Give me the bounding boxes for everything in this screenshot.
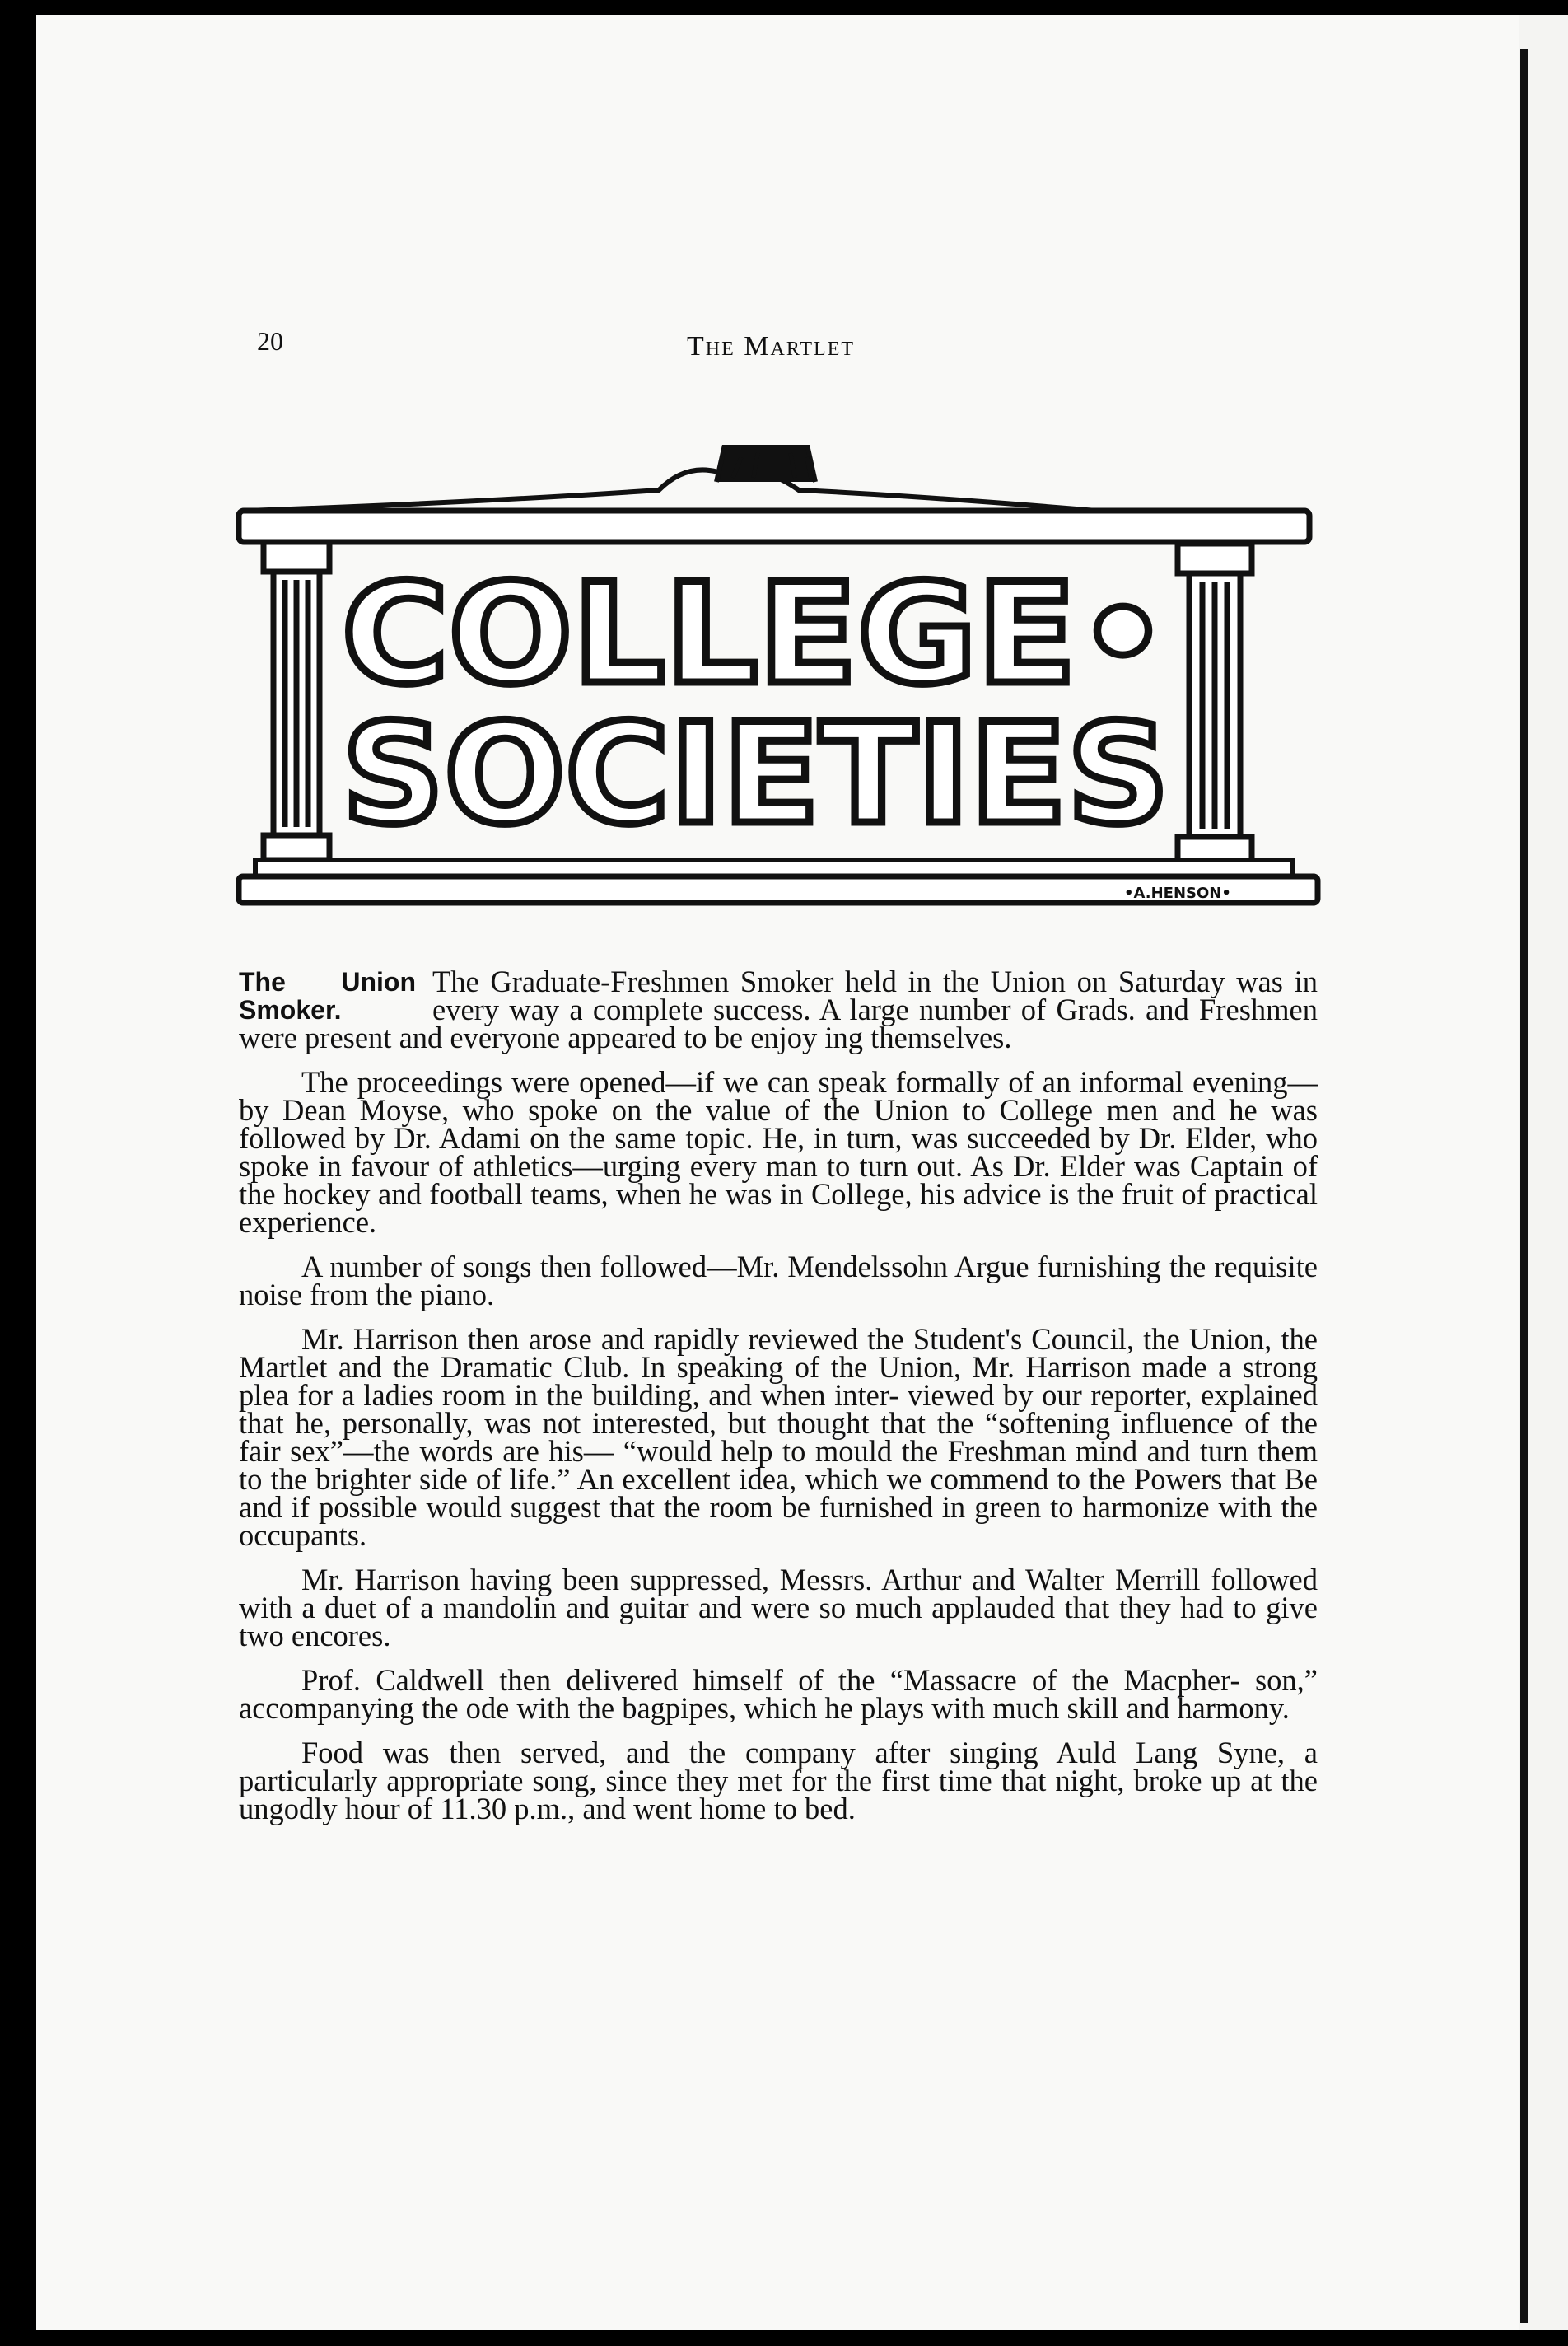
header-line-1: COLLEGE• bbox=[342, 554, 1169, 715]
right-column bbox=[1178, 544, 1252, 862]
side-heading: The Union Smoker. bbox=[239, 967, 416, 1025]
article-paragraph-6: Prof. Caldwell then delivered himself of the “Massacre of the Macpher- son,” accompanying the ode with the bagpipes, which he plays with much skill and harmony. bbox=[239, 1663, 1318, 1725]
header-line-2: SOCIETIES bbox=[342, 694, 1169, 855]
article-paragraph-3: A number of songs then followed—Mr. Mendelssohn Argue furnishing the requisite noise from the piano. bbox=[239, 1250, 1318, 1311]
article-paragraph-1 bbox=[239, 965, 1318, 1054]
article-body bbox=[239, 965, 1318, 1839]
article-paragraph-7: Food was then served, and the company after singing Auld Lang Syne, a particularly appropriate song, since they met for the first time that night, broke up at the ungodly hour of 11.30 p.m., and went home to bed. bbox=[239, 1736, 1318, 1825]
artist-signature: •A.HENSON• bbox=[1124, 885, 1231, 902]
article-paragraph-2: The proceedings were opened—if we can speak formally of an informal evening—by Dean Moyse, who spoke on the value of the Union to College men and he was followed by Dr. Adami on the same topic. He, in turn, was succeeded by Dr. Elder, who spoke in favour of athletics—urging every man to turn out. As Dr. Elder was Captain of the hockey and football teams, when he was in College, his advice is the fruit of practical experience. bbox=[239, 1065, 1318, 1239]
paragraph-text: The Graduate-Freshmen Smoker held in the Union on Saturday was in every way a complete success. A large number of Grads. and Freshmen were present and everyone appeared to be enjoy ing themselves. bbox=[239, 965, 1318, 1054]
binding-shadow bbox=[1520, 49, 1528, 2323]
left-column bbox=[264, 542, 329, 860]
article-paragraph-4: Mr. Harrison then arose and rapidly reviewed the Student's Council, the Union, the Martlet and the Dramatic Club. In speaking of the Union, Mr. Harrison made a strong plea for a ladies room in the building, and when inter- viewed by our reporter, explained that he, personally, was not interested, but thought that the “softening influence of the fair sex”—the words are his— “would help to mould the Freshman mind and turn them to the brighter side of life.” An excellent idea, which we commend to the Powers that Be and if possible would suggest that the room be furnished in green to harmonize with the occupants. bbox=[239, 1322, 1318, 1552]
college-societies-header-illustration bbox=[231, 445, 1326, 906]
page-number: 20 bbox=[257, 326, 283, 356]
running-head: The Martlet bbox=[687, 331, 856, 362]
article-paragraph-5: Mr. Harrison having been suppressed, Messrs. Arthur and Walter Merrill followed with a duet of a mandolin and guitar and were so much applauded that they had to give two encores. bbox=[239, 1563, 1318, 1652]
top-beam bbox=[239, 511, 1309, 542]
